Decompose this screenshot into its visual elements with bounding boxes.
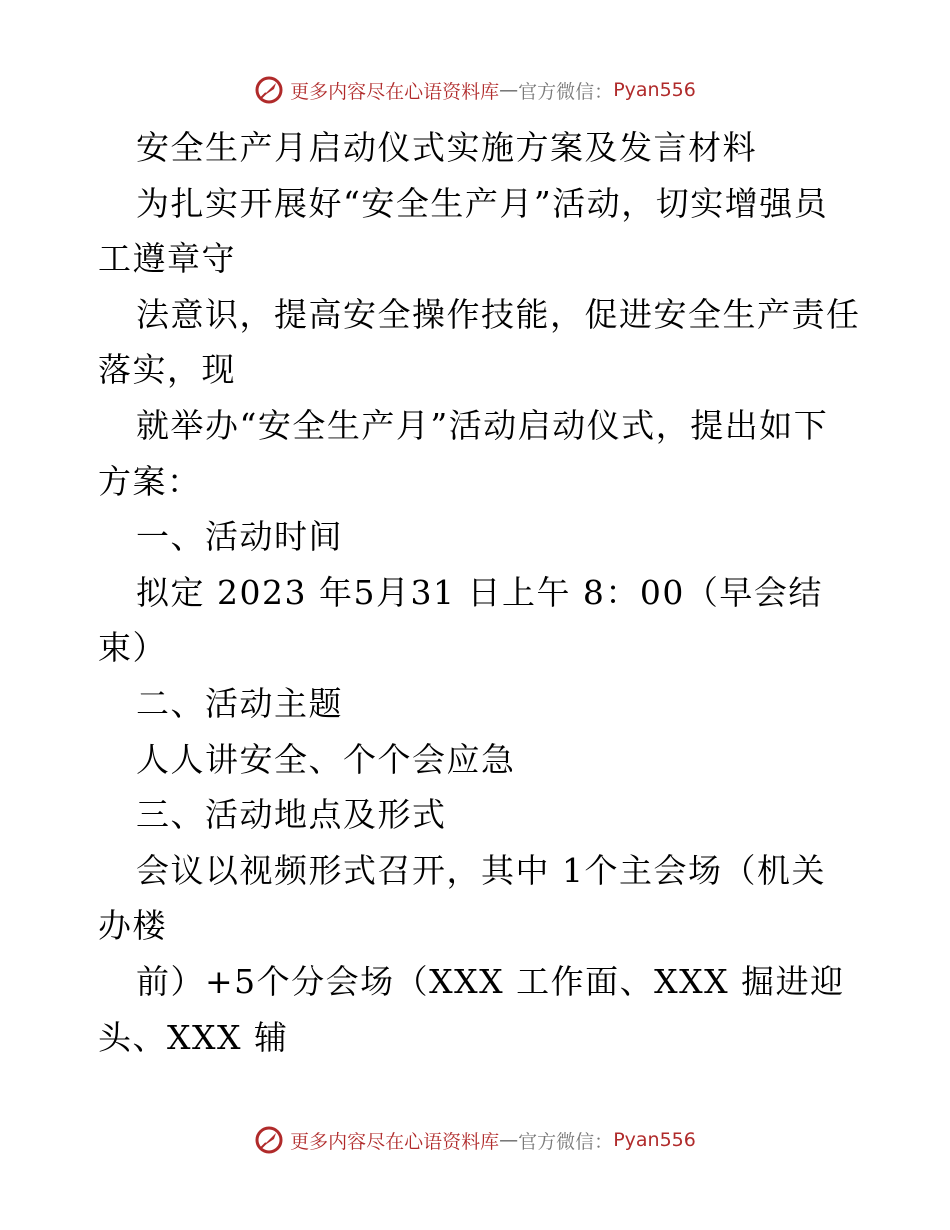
document-line: 为扎实开展好“安全生产月”活动，切实增强员 — [136, 183, 829, 223]
document-line: 安全生产月启动仪式实施方案及发言材料 — [136, 128, 757, 167]
watermark-separator: — — [499, 1129, 519, 1151]
quill-logo-icon — [254, 1125, 284, 1155]
watermark-text: 更多内容尽在心语资料库 — [290, 1130, 500, 1153]
document-line: 落实，现 — [98, 350, 236, 390]
document-line: 就举办“安全生产月”活动启动仪式，提出如下 — [136, 405, 829, 445]
document-line: 工遵章守 — [98, 239, 236, 279]
document-line: 二、活动主题 — [136, 683, 343, 723]
wechat-id: Pyan556 — [613, 79, 696, 101]
wechat-id: Pyan556 — [613, 1129, 696, 1151]
document-line: 头、XXX 辅 — [98, 1017, 289, 1057]
document-line: 束） — [98, 628, 167, 668]
watermark-separator: — — [499, 79, 519, 101]
document-line: 前）+5个分会场（XXX 工作面、XXX 掘进迎 — [136, 961, 845, 1001]
document-line: 办楼 — [98, 906, 167, 946]
wechat-label: 官方微信： — [518, 80, 614, 103]
document-line: 方案： — [98, 461, 202, 501]
document-line: 三、活动地点及形式 — [136, 795, 447, 835]
document-line: 会议以视频形式召开，其中 1个主会场（机关 — [136, 850, 826, 890]
document-line: 法意识，提高安全操作技能，促进安全生产责任 — [136, 294, 861, 334]
document-body — [98, 120, 861, 1065]
document-line: 一、活动时间 — [136, 517, 343, 557]
watermark-text: 更多内容尽在心语资料库 — [290, 80, 500, 103]
watermark-footer — [0, 1120, 950, 1160]
document-line: 拟定 2023 年5月31 日上午 8：00（早会结 — [136, 572, 823, 612]
wechat-label: 官方微信： — [518, 1130, 614, 1153]
document-line: 人人讲安全、个个会应急 — [136, 739, 516, 779]
watermark-header — [0, 70, 950, 110]
quill-logo-icon — [254, 75, 284, 105]
